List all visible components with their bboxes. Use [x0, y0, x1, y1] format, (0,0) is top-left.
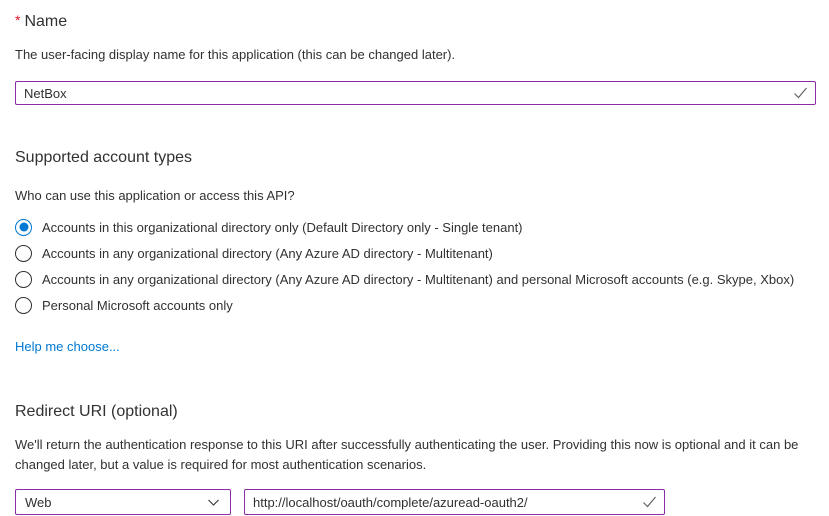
redirect-uri-description: We'll return the authentication response to this URI after successfully authenticating the user. Providing this now is optional and it can be changed later, but a value is required for most authentication scenarios.: [15, 437, 799, 472]
name-input[interactable]: [15, 81, 816, 105]
radio-icon: [15, 271, 32, 288]
radio-icon: [15, 219, 32, 236]
redirect-uri-row: [15, 489, 816, 515]
help-me-choose-link[interactable]: Help me choose...: [15, 339, 120, 354]
account-types-title: Supported account types: [15, 149, 193, 166]
platform-select[interactable]: [15, 489, 231, 515]
redirect-uri-input-wrap: [244, 489, 665, 515]
radio-icon: [15, 245, 32, 262]
name-input-wrap: [15, 81, 816, 105]
chevron-down-icon: [206, 495, 221, 510]
redirect-uri-input[interactable]: [244, 489, 665, 515]
required-asterisk: *: [15, 12, 21, 28]
radio-single-tenant[interactable]: Accounts in this organizational directory only (Default Directory only - Single tenant): [15, 214, 816, 240]
radio-personal-only[interactable]: Personal Microsoft accounts only: [15, 292, 816, 318]
account-types-question: Who can use this application or access this API?: [15, 188, 295, 203]
radio-multitenant[interactable]: Accounts in any organizational directory (Any Azure AD directory - Multitenant): [15, 240, 816, 266]
name-description: The user-facing display name for this application (this can be changed later).: [15, 47, 456, 62]
name-title-text: Name: [24, 13, 68, 30]
name-section-title: [15, 11, 816, 31]
radio-icon: [15, 297, 32, 314]
platform-select-value: Web: [25, 494, 52, 510]
radio-multitenant-personal[interactable]: Accounts in any organizational directory (Any Azure AD directory - Multitenant) and personal Microsoft accounts (e.g. Skype, Xbox): [15, 266, 816, 292]
account-types-radio-group: [15, 214, 816, 318]
redirect-uri-title: Redirect URI (optional): [15, 403, 178, 420]
